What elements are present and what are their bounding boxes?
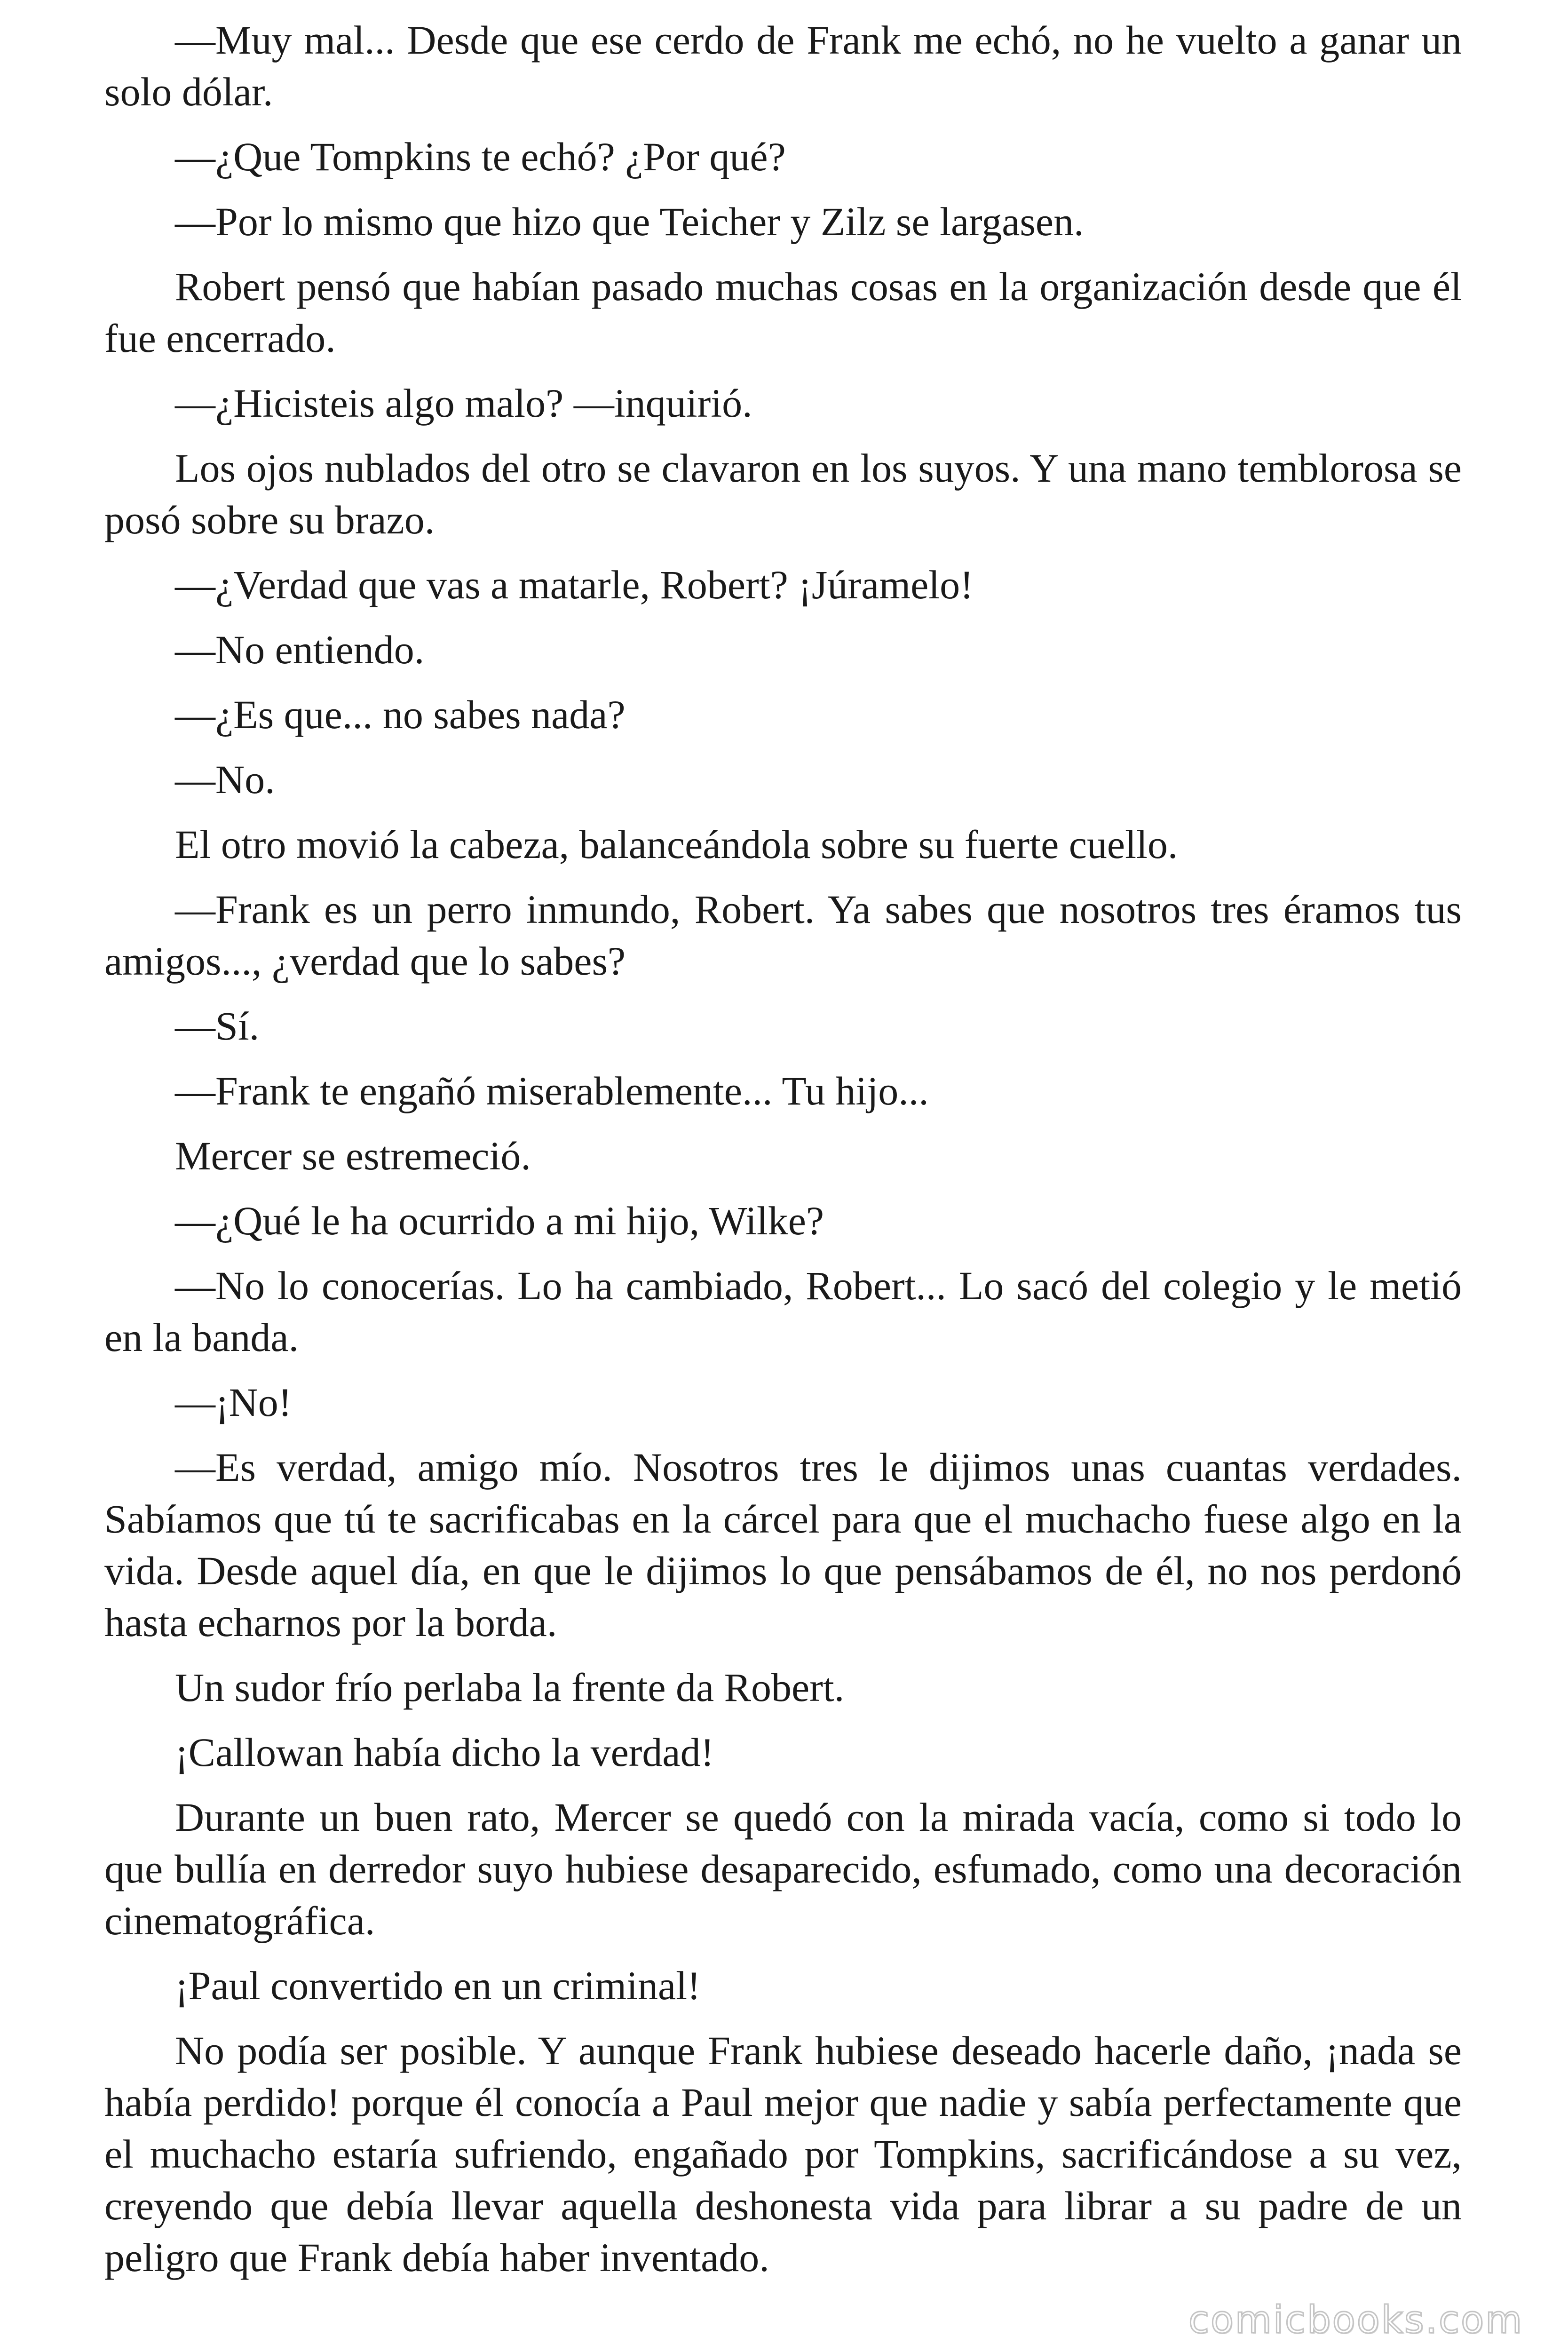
paragraph-4: Robert pensó que habían pasado muchas cosas en la organización desde que él fue encerrado. xyxy=(104,264,1462,361)
paragraph-23: ¡Paul convertido en un criminal! xyxy=(175,1963,701,2008)
paragraph-21: ¡Callowan había dicho la verdad! xyxy=(175,1730,714,1775)
paragraph-14: —Frank te engañó miserablemente... Tu hijo... xyxy=(175,1068,929,1113)
paragraph-6: Los ojos nublados del otro se clavaron en los suyos. Y una mano temblorosa se posó sobre su brazo. xyxy=(104,445,1462,542)
paragraph-16: —¿Qué le ha ocurrido a mi hijo, Wilke? xyxy=(175,1198,824,1243)
paragraph-17: —No lo conocerías. Lo ha cambiado, Robert... Lo sacó del colegio y le metió en la banda. xyxy=(104,1263,1462,1360)
paragraph-19: —Es verdad, amigo mío. Nosotros tres le dijimos unas cuantas verdades. Sabíamos que tú te sacrificabas en la cárcel para que el muchacho fuese algo en la vida. Desde aquel día, en que le dijimos lo que pensábamos de él, no nos perdonó hasta echarnos por la borda. xyxy=(104,1445,1462,1645)
paragraph-22: Durante un buen rato, Mercer se quedó con la mirada vacía, como si todo lo que bullía en derredor suyo hubiese desaparecido, esfumado, como una decoración cinematográfica. xyxy=(104,1795,1462,1943)
paragraph-10: —No. xyxy=(175,757,275,802)
paragraph-2: —¿Que Tompkins te echó? ¿Por qué? xyxy=(175,134,786,179)
paragraph-5: —¿Hicisteis algo malo? —inquirió. xyxy=(175,381,752,426)
paragraph-3: —Por lo mismo que hizo que Teicher y Zilz se largasen. xyxy=(175,199,1084,244)
paragraph-20: Un sudor frío perlaba la frente da Robert. xyxy=(175,1665,845,1710)
paragraph-1: —Muy mal... Desde que ese cerdo de Frank me echó, no he vuelto a ganar un solo dólar. xyxy=(104,17,1462,114)
paragraph-9: —¿Es que... no sabes nada? xyxy=(175,692,626,737)
paragraph-15: Mercer se estremeció. xyxy=(175,1133,531,1178)
paragraph-11: El otro movió la cabeza, balanceándola sobre su fuerte cuello. xyxy=(175,822,1178,867)
watermark: comicbooks.com xyxy=(1188,2298,1523,2342)
paragraph-13: —Sí. xyxy=(175,1003,260,1049)
paragraph-24: No podía ser posible. Y aunque Frank hubiese deseado hacerle daño, ¡nada se había perdido! porque él conocía a Paul mejor que nadie y sabía perfectamente que el muchacho estaría sufriendo, engañado por Tompkins, sacrificándose a su vez, creyendo que debía llevar aquella deshonesta vida para librar a su padre de un peligro que Frank debía haber inventado. xyxy=(104,2028,1462,2280)
paragraph-7: —¿Verdad que vas a matarle, Robert? ¡Júramelo! xyxy=(175,562,974,607)
paragraph-12: —Frank es un perro inmundo, Robert. Ya sabes que nosotros tres éramos tus amigos..., ¿verdad que lo sabes? xyxy=(104,887,1462,984)
paragraph-8: —No entiendo. xyxy=(175,627,425,672)
paragraph-18: —¡No! xyxy=(175,1380,292,1425)
book-page xyxy=(104,14,1462,2296)
